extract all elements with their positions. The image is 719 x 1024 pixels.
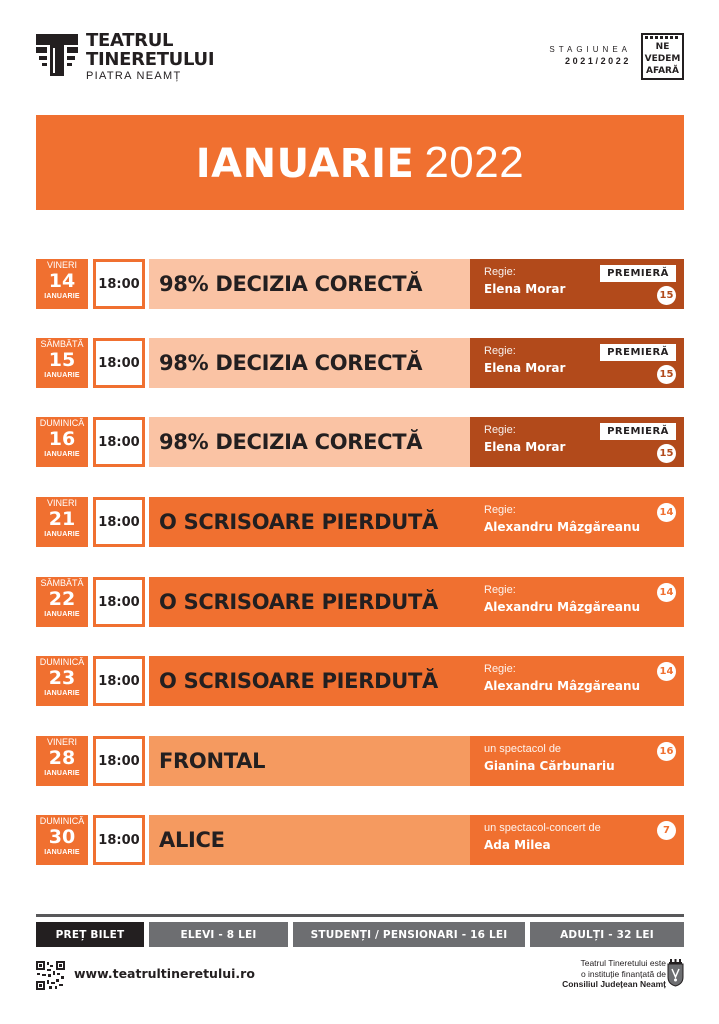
date-month: IANUARIE	[44, 849, 80, 856]
show-title: ALICE	[149, 815, 470, 865]
date-weekday: DUMINICĂ	[39, 816, 85, 826]
credit-label: Regie:	[484, 663, 516, 675]
show-time: 18:00	[93, 497, 145, 547]
theatre-logo-text	[86, 31, 214, 82]
date-month: IANUARIE	[44, 293, 80, 300]
theatre-logo-icon	[36, 34, 78, 76]
premiere-badge: PREMIERĂ	[600, 423, 676, 440]
schedule-row	[36, 497, 684, 547]
date-weekday: SÂMBĂTĂ	[40, 339, 84, 349]
date-month: IANUARIE	[44, 531, 80, 538]
age-rating-badge: 14	[657, 583, 676, 602]
credit-label: Regie:	[484, 504, 516, 516]
schedule-row	[36, 736, 684, 786]
show-time: 18:00	[93, 338, 145, 388]
ne-vedem-afara-badge	[641, 33, 684, 80]
credit-box	[470, 497, 684, 547]
badge-line-1: NE	[655, 42, 670, 52]
show-time: 18:00	[93, 259, 145, 309]
credit-box	[470, 417, 684, 467]
date-box	[36, 259, 88, 309]
date-weekday: DUMINICĂ	[39, 418, 85, 428]
credit-box	[470, 577, 684, 627]
schedule-row	[36, 656, 684, 706]
date-box	[36, 656, 88, 706]
funding-line-1: Teatrul Tineretului este	[580, 958, 666, 968]
age-rating-badge: 7	[657, 821, 676, 840]
age-rating-badge: 16	[657, 742, 676, 761]
show-time: 18:00	[93, 417, 145, 467]
show-title: O SCRISOARE PIERDUTĂ	[149, 577, 470, 627]
date-weekday: VINERI	[46, 737, 77, 747]
date-day-number: 16	[48, 428, 76, 450]
date-day-number: 15	[48, 349, 76, 371]
age-rating-badge: 15	[657, 444, 676, 463]
schedule-row	[36, 338, 684, 388]
credit-label: un spectacol de	[484, 743, 562, 755]
credit-name: Elena Morar	[484, 361, 566, 375]
credit-box	[470, 736, 684, 786]
funding-note	[562, 958, 666, 990]
date-box	[36, 417, 88, 467]
age-rating-badge: 15	[657, 286, 676, 305]
date-weekday: VINERI	[46, 498, 77, 508]
badge-film-strip	[645, 36, 680, 39]
age-rating-badge: 14	[657, 662, 676, 681]
credit-label: un spectacol-concert de	[484, 822, 601, 834]
credit-label: Regie:	[484, 345, 516, 357]
age-rating-badge: 15	[657, 365, 676, 384]
season-years: 2021/2022	[565, 56, 631, 66]
date-day-number: 14	[48, 270, 76, 292]
funding-line-3: Consiliul Județean Neamț	[562, 979, 666, 989]
county-crest-icon	[667, 959, 684, 987]
logo-line-2: TINERETULUI	[86, 49, 215, 70]
credit-box	[470, 338, 684, 388]
credit-label: Regie:	[484, 424, 516, 436]
date-weekday: VINERI	[46, 260, 77, 270]
season-label: STAGIUNEA	[549, 45, 631, 54]
premiere-badge: PREMIERĂ	[600, 344, 676, 361]
age-rating-badge: 14	[657, 503, 676, 522]
badge-line-3: AFARĂ	[646, 66, 679, 76]
credit-name: Alexandru Mâzgăreanu	[484, 520, 641, 534]
date-box	[36, 497, 88, 547]
date-month: IANUARIE	[44, 690, 80, 697]
funding-line-2: o instituție finanțată de	[580, 968, 666, 979]
season-info	[549, 45, 631, 66]
credit-name: Ada Milea	[484, 838, 551, 852]
credit-box	[470, 815, 684, 865]
show-title: O SCRISOARE PIERDUTĂ	[149, 656, 470, 706]
date-weekday: DUMINICĂ	[39, 657, 85, 667]
date-day-number: 28	[48, 747, 76, 769]
logo-subtitle: PIATRA NEAMȚ	[86, 70, 182, 82]
date-month: IANUARIE	[44, 451, 80, 458]
date-day-number: 23	[48, 667, 76, 689]
credit-name: Alexandru Mâzgăreanu	[484, 679, 641, 693]
show-title: 98% DECIZIA CORECTĂ	[149, 338, 470, 388]
show-title: FRONTAL	[149, 736, 470, 786]
show-title: 98% DECIZIA CORECTĂ	[149, 259, 470, 309]
credit-name: Elena Morar	[484, 282, 566, 296]
credit-name: Elena Morar	[484, 440, 566, 454]
date-box	[36, 338, 88, 388]
date-box	[36, 736, 88, 786]
banner-year: 2022	[424, 137, 525, 187]
date-month: IANUARIE	[44, 611, 80, 618]
month-banner	[36, 115, 684, 210]
credit-label: Regie:	[484, 266, 516, 278]
schedule-row	[36, 259, 684, 309]
credit-box	[470, 656, 684, 706]
badge-line-2: VEDEM	[644, 54, 681, 64]
credit-box	[470, 259, 684, 309]
qr-code-icon	[36, 961, 65, 990]
credit-name: Gianina Cărbunariu	[484, 759, 615, 773]
price-adults: ADULȚI - 32 LEI	[530, 922, 684, 947]
show-time: 18:00	[93, 815, 145, 865]
date-box	[36, 577, 88, 627]
show-title: O SCRISOARE PIERDUTĂ	[149, 497, 470, 547]
price-university: STUDENȚI / PENSIONARI - 16 LEI	[293, 922, 525, 947]
schedule-row	[36, 577, 684, 627]
show-time: 18:00	[93, 736, 145, 786]
schedule-row	[36, 417, 684, 467]
schedule-row	[36, 815, 684, 865]
banner-title	[196, 138, 524, 188]
credit-label: Regie:	[484, 584, 516, 596]
premiere-badge: PREMIERĂ	[600, 265, 676, 282]
price-header: PREȚ BILET	[36, 922, 144, 947]
date-month: IANUARIE	[44, 372, 80, 379]
date-month: IANUARIE	[44, 770, 80, 777]
date-day-number: 22	[48, 588, 76, 610]
show-title: 98% DECIZIA CORECTĂ	[149, 417, 470, 467]
date-weekday: SÂMBĂTĂ	[40, 578, 84, 588]
date-day-number: 21	[48, 508, 76, 530]
website-link[interactable]: www.teatrultineretului.ro	[74, 966, 255, 981]
price-students: ELEVI - 8 LEI	[149, 922, 288, 947]
show-time: 18:00	[93, 577, 145, 627]
logo-line-1: TEATRUL	[86, 30, 174, 51]
date-box	[36, 815, 88, 865]
date-day-number: 30	[48, 826, 76, 848]
show-time: 18:00	[93, 656, 145, 706]
banner-month: IANUARIE	[195, 140, 415, 187]
credit-name: Alexandru Mâzgăreanu	[484, 600, 641, 614]
